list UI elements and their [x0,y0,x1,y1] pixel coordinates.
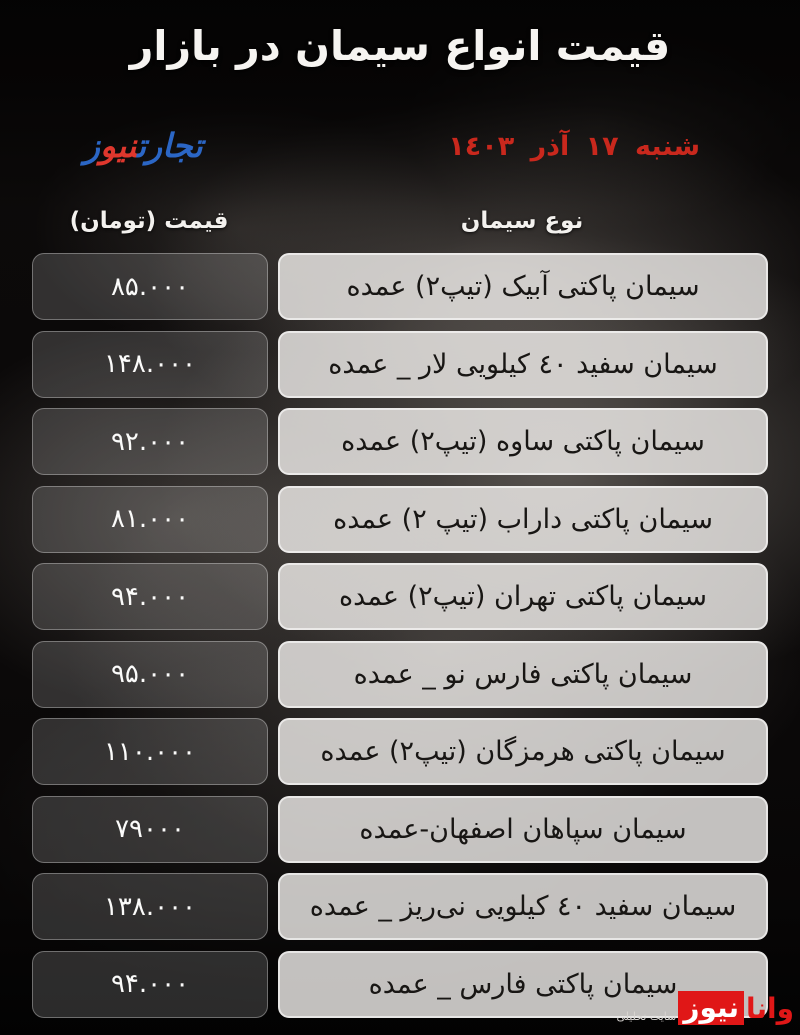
price-cell: ۹۴.۰۰۰ [32,951,268,1018]
watermark-tagline: سایت تحلیلی [616,1010,677,1023]
brand-word-news: نیو [99,126,137,165]
vananews-watermark [616,991,794,1025]
price-cell: ۸۵.۰۰۰ [32,253,268,320]
cement-name-cell: سیمان پاکتی ساوه (تیپ۲) عمده [278,408,768,475]
cement-name-cell: سیمان سفید ٤٠ کیلویی نی‌ریز _ عمده [278,873,768,940]
price-cell: ۹۴.۰۰۰ [32,563,268,630]
table-row [32,331,768,398]
table-row [32,486,768,553]
table-row [32,796,768,863]
cement-type-column-header: نوع سیمان [460,208,584,234]
table-row [32,253,768,320]
cement-name-cell: سیمان پاکتی آبیک (تیپ۲) عمده [278,253,768,320]
cement-name-cell: سیمان سپاهان اصفهان-عمده [278,796,768,863]
brand-word-news-tail: ز [84,126,100,165]
table-row [32,408,768,475]
brand-word-tejarat: تجارت [136,126,203,165]
cement-name-cell: سیمان پاکتی داراب (تیپ ۲) عمده [278,486,768,553]
price-table [32,253,768,1018]
page-title: قیمت انواع سیمان در بازار [129,22,671,70]
price-cell: ۱۳۸.۰۰۰ [32,873,268,940]
table-row [32,641,768,708]
price-cell: ۱۱۰.۰۰۰ [32,718,268,785]
table-row [32,718,768,785]
tejarat-news-logo [84,126,203,165]
cement-name-cell: سیمان پاکتی فارس _ عمده [278,951,768,1018]
price-cell: ۹۵.۰۰۰ [32,641,268,708]
date-label: شنبه ١٧ آذر ١٤٠٣ [448,131,700,162]
watermark-vana: وانا [745,991,794,1025]
cement-name-cell: سیمان پاکتی فارس نو _ عمده [278,641,768,708]
price-cell: ۱۴۸.۰۰۰ [32,331,268,398]
cement-name-cell: سیمان پاکتی هرمزگان (تیپ۲) عمده [278,718,768,785]
table-row [32,873,768,940]
cement-name-cell: سیمان پاکتی تهران (تیپ۲) عمده [278,563,768,630]
table-header-row [32,208,768,234]
price-cell: ۸۱.۰۰۰ [32,486,268,553]
watermark-news: نیوز [678,991,744,1025]
cement-name-cell: سیمان سفید ٤٠ کیلویی لار _ عمده [278,331,768,398]
price-cell: ۹۲.۰۰۰ [32,408,268,475]
table-row [32,563,768,630]
price-cell: ۷۹۰۰۰ [32,796,268,863]
price-column-header: قیمت (تومان) [69,208,229,234]
